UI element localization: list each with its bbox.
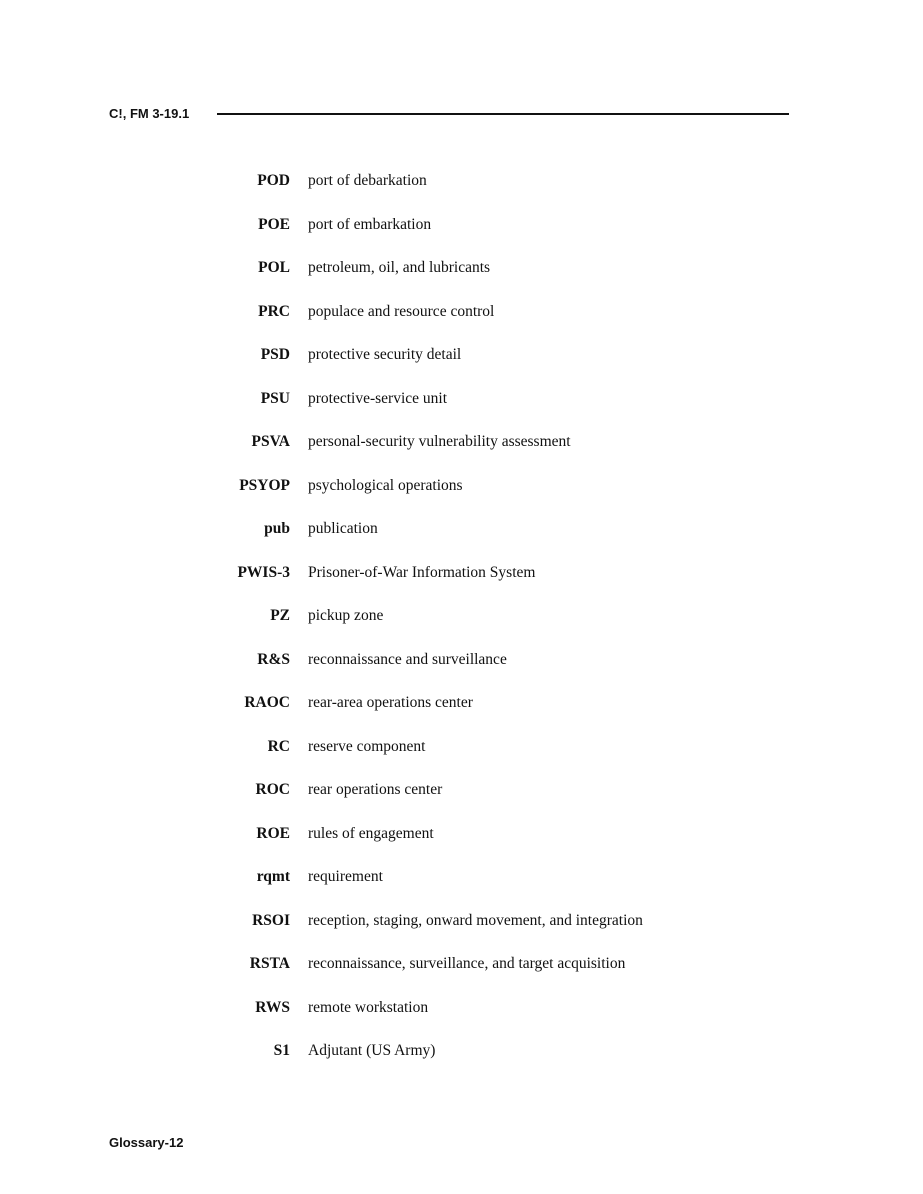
glossary-term: ROE [256,824,290,842]
page-number: Glossary-12 [109,1135,184,1150]
glossary-term: rqmt [256,868,290,885]
glossary-entry [0,911,923,955]
glossary-definition: petroleum, oil, and lubricants [308,259,491,276]
glossary-term: POL [258,259,290,276]
glossary-term: R&S [257,650,290,668]
glossary-definition: port of embarkation [308,215,432,233]
glossary-definition: Adjutant (US Army) [308,1042,436,1059]
glossary-definition: protective security detail [308,346,462,363]
glossary-entry [0,519,923,563]
glossary-definition: rules of engagement [308,824,434,842]
glossary-list [0,171,923,1085]
glossary-entry [0,954,923,998]
glossary-definition: remote workstation [308,998,429,1016]
glossary-definition: reconnaissance and surveillance [308,650,507,668]
glossary-definition: reconnaissance, surveillance, and target acquisition [308,955,626,972]
glossary-term: PWIS-3 [237,563,290,581]
glossary-definition: psychological operations [308,476,463,494]
glossary-entry [0,867,923,911]
glossary-term: PSU [260,389,290,407]
glossary-entry [0,432,923,476]
glossary-definition: populace and resource control [308,302,495,320]
glossary-entry [0,998,923,1042]
page-header [109,106,789,124]
glossary-term: PSD [260,346,290,363]
glossary-term: RSOI [252,911,290,929]
glossary-entry [0,693,923,737]
glossary-entry [0,780,923,824]
glossary-entry [0,824,923,868]
glossary-entry [0,258,923,302]
document-title: C!, FM 3-19.1 [109,106,190,121]
glossary-definition: personal-security vulnerability assessment [308,433,571,450]
glossary-entry [0,171,923,215]
glossary-entry [0,650,923,694]
glossary-term: ROC [255,781,290,798]
glossary-term: pub [264,520,290,537]
glossary-entry [0,215,923,259]
glossary-definition: protective-service unit [308,389,448,407]
glossary-entry [0,737,923,781]
glossary-entry [0,1041,923,1085]
glossary-term: RAOC [244,694,290,711]
glossary-term: POE [258,215,290,233]
glossary-entry [0,563,923,607]
glossary-term: RSTA [249,955,290,972]
glossary-term: RWS [255,998,290,1016]
header-rule [217,113,789,115]
glossary-term: RC [267,737,290,755]
glossary-entry [0,606,923,650]
glossary-definition: port of debarkation [308,172,427,189]
glossary-definition: pickup zone [308,607,384,624]
glossary-definition: requirement [308,868,383,885]
glossary-entry [0,389,923,433]
glossary-definition: rear operations center [308,781,443,798]
glossary-entry [0,302,923,346]
glossary-term: S1 [273,1042,290,1059]
glossary-entry [0,476,923,520]
glossary-definition: Prisoner-of-War Information System [308,563,536,581]
glossary-term: PZ [270,607,290,624]
glossary-term: PRC [258,302,290,320]
glossary-definition: rear-area operations center [308,694,473,711]
glossary-term: PSVA [251,433,290,450]
glossary-term: PSYOP [239,476,290,494]
glossary-term: POD [257,172,290,189]
glossary-definition: publication [308,520,378,537]
glossary-definition: reception, staging, onward movement, and integration [308,911,643,929]
glossary-entry [0,345,923,389]
glossary-definition: reserve component [308,737,426,755]
